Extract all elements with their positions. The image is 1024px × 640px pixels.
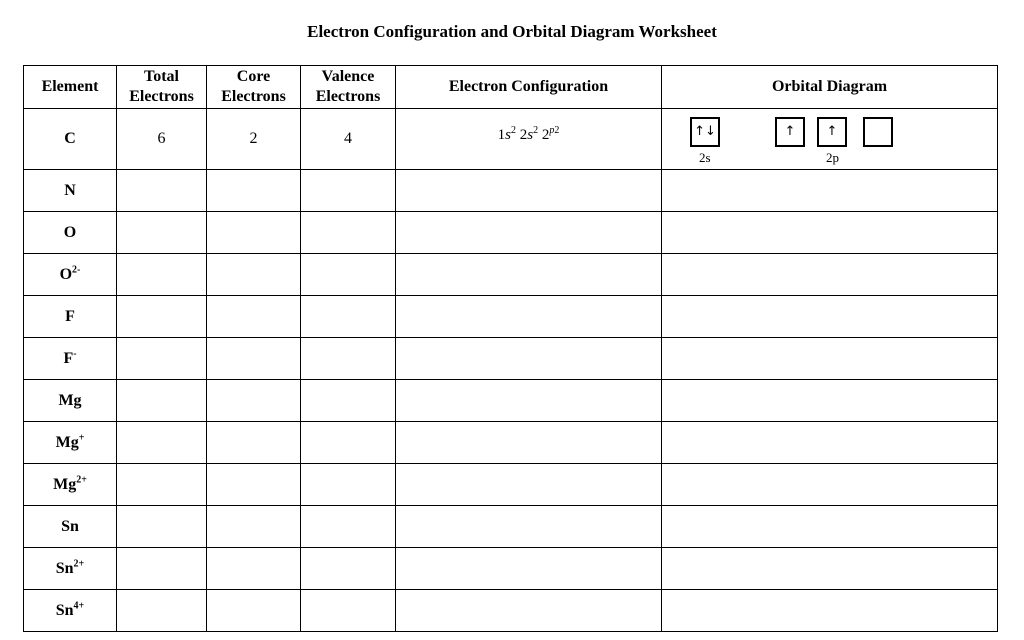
worksheet-title: Electron Configuration and Orbital Diagram Worksheet — [307, 22, 717, 41]
electron-configuration-cell[interactable] — [396, 548, 662, 590]
header-total-line2: Electrons — [129, 88, 194, 105]
core-electrons-cell[interactable] — [207, 548, 301, 590]
total-electrons-cell[interactable] — [117, 422, 207, 464]
electron-configuration-cell[interactable] — [396, 506, 662, 548]
orbital-diagram-cell[interactable] — [662, 464, 998, 506]
header-valence-electrons — [301, 66, 396, 109]
element-symbol: O — [59, 265, 73, 283]
config-term-3-orbital: p — [549, 125, 555, 136]
header-total-line1: Total — [144, 68, 179, 85]
total-electrons-cell[interactable] — [117, 212, 207, 254]
total-electrons-cell[interactable] — [117, 590, 207, 632]
total-electrons-cell[interactable] — [117, 506, 207, 548]
valence-electrons-cell[interactable] — [301, 254, 396, 296]
total-electrons-cell: 6 — [117, 109, 207, 170]
element-charge: 2- — [72, 264, 81, 276]
example-row — [24, 109, 998, 170]
electron-configuration-cell — [396, 109, 662, 170]
worksheet-table — [23, 65, 998, 632]
config-term-3-exponent: 2 — [554, 125, 560, 136]
element-cell — [24, 296, 117, 338]
valence-electrons-cell[interactable] — [301, 380, 396, 422]
orbital-diagram-cell[interactable] — [662, 338, 998, 380]
core-electrons-cell[interactable] — [207, 380, 301, 422]
core-electrons-cell[interactable] — [207, 590, 301, 632]
header-row — [24, 66, 998, 109]
element-cell — [24, 380, 117, 422]
total-electrons-cell[interactable] — [117, 548, 207, 590]
valence-electrons-cell[interactable] — [301, 590, 396, 632]
table-row — [24, 548, 998, 590]
config-term-1-exponent: 2 — [511, 125, 516, 136]
element-charge: + — [78, 432, 85, 444]
electron-configuration-cell[interactable] — [396, 422, 662, 464]
element-symbol: Mg — [55, 433, 79, 451]
element-cell — [24, 590, 117, 632]
orbital-diagram-cell — [662, 109, 998, 170]
header-orbital-diagram: Orbital Diagram — [662, 66, 998, 109]
header-element: Element — [24, 66, 117, 109]
total-electrons-cell[interactable] — [117, 296, 207, 338]
element-cell — [24, 422, 117, 464]
table-row — [24, 464, 998, 506]
element-cell — [24, 338, 117, 380]
table-row — [24, 170, 998, 212]
element-cell: C — [24, 109, 117, 170]
orbital-diagram-cell[interactable] — [662, 296, 998, 338]
orbital-diagram — [662, 109, 997, 169]
core-electrons-cell[interactable] — [207, 254, 301, 296]
valence-electrons-cell[interactable] — [301, 464, 396, 506]
config-term-2-orbital: s — [527, 127, 534, 143]
orbital-diagram-cell[interactable] — [662, 422, 998, 464]
orbital-diagram-cell[interactable] — [662, 170, 998, 212]
core-electrons-cell[interactable] — [207, 170, 301, 212]
config-term-2-exponent: 2 — [533, 125, 539, 136]
orbital-box-2s: ↑↓ — [690, 117, 720, 147]
element-cell — [24, 212, 117, 254]
core-electrons-cell[interactable] — [207, 212, 301, 254]
header-core-line1: Core — [236, 68, 271, 85]
electron-configuration-cell[interactable] — [396, 590, 662, 632]
core-electrons-cell[interactable] — [207, 296, 301, 338]
core-electrons-cell[interactable] — [207, 506, 301, 548]
valence-electrons-cell[interactable] — [301, 422, 396, 464]
total-electrons-cell[interactable] — [117, 170, 207, 212]
electron-configuration-cell[interactable] — [396, 170, 662, 212]
electron-configuration-cell[interactable] — [396, 380, 662, 422]
element-charge: 4+ — [73, 600, 85, 612]
orbital-box-2p-1: ↑ — [775, 117, 805, 147]
core-electrons-cell: 2 — [207, 109, 301, 170]
table-row — [24, 506, 998, 548]
element-cell — [24, 170, 117, 212]
table-row — [24, 296, 998, 338]
orbital-diagram-cell[interactable] — [662, 506, 998, 548]
total-electrons-cell[interactable] — [117, 254, 207, 296]
element-symbol: Mg — [53, 475, 77, 493]
element-symbol: Mg — [58, 391, 82, 409]
electron-configuration-cell[interactable] — [396, 254, 662, 296]
config-term-1-orbital: s — [505, 127, 511, 143]
header-total-electrons — [117, 66, 207, 109]
orbital-diagram-cell[interactable] — [662, 212, 998, 254]
orbital-label-2s: 2s — [699, 150, 711, 165]
element-cell — [24, 464, 117, 506]
element-symbol: N — [64, 181, 76, 199]
config-term-1-shell: 1 — [497, 127, 506, 143]
orbital-diagram-cell[interactable] — [662, 380, 998, 422]
header-electron-configuration: Electron Configuration — [396, 66, 662, 109]
valence-electrons-cell[interactable] — [301, 548, 396, 590]
orbital-diagram-cell[interactable] — [662, 254, 998, 296]
element-symbol: O — [63, 223, 77, 241]
config-term-2-shell: 2 — [519, 127, 528, 143]
total-electrons-cell[interactable] — [117, 380, 207, 422]
table-row — [24, 422, 998, 464]
element-charge: - — [73, 348, 77, 360]
header-valence-line1: Valence — [321, 68, 375, 85]
orbital-diagram-cell[interactable] — [662, 590, 998, 632]
header-core-electrons — [207, 66, 301, 109]
element-charge: 2+ — [73, 558, 85, 570]
electron-configuration-cell[interactable] — [396, 212, 662, 254]
table-row — [24, 338, 998, 380]
config-term-3-superscript — [549, 125, 559, 136]
orbital-box-2p-3 — [863, 117, 893, 147]
table-row — [24, 380, 998, 422]
element-cell — [24, 506, 117, 548]
electron-configuration-cell[interactable] — [396, 338, 662, 380]
element-charge: 2+ — [76, 474, 87, 486]
element-symbol: Sn — [55, 601, 74, 619]
table-row — [24, 590, 998, 632]
valence-electrons-cell[interactable] — [301, 212, 396, 254]
total-electrons-cell[interactable] — [117, 338, 207, 380]
valence-electrons-cell[interactable] — [301, 170, 396, 212]
orbital-label-2p: 2p — [826, 150, 839, 165]
element-symbol: Sn — [61, 517, 79, 535]
element-symbol: F — [65, 307, 75, 325]
element-cell — [24, 548, 117, 590]
header-core-line2: Electrons — [221, 88, 286, 105]
table-row — [24, 212, 998, 254]
valence-electrons-cell[interactable] — [301, 296, 396, 338]
total-electrons-cell[interactable] — [117, 464, 207, 506]
valence-electrons-cell[interactable] — [301, 506, 396, 548]
table-row — [24, 254, 998, 296]
element-symbol: F — [63, 349, 74, 367]
valence-electrons-cell[interactable] — [301, 338, 396, 380]
electron-configuration-text — [498, 127, 560, 143]
element-symbol: Sn — [55, 559, 74, 577]
core-electrons-cell[interactable] — [207, 422, 301, 464]
header-valence-line2: Electrons — [315, 88, 381, 105]
valence-electrons-cell: 4 — [301, 109, 396, 170]
config-term-3-shell: 2 — [541, 127, 550, 143]
orbital-box-2p-2: ↑ — [817, 117, 847, 147]
orbital-diagram-cell[interactable] — [662, 548, 998, 590]
electron-configuration-cell[interactable] — [396, 464, 662, 506]
electron-configuration-cell[interactable] — [396, 296, 662, 338]
element-cell — [24, 254, 117, 296]
core-electrons-cell[interactable] — [207, 464, 301, 506]
core-electrons-cell[interactable] — [207, 338, 301, 380]
